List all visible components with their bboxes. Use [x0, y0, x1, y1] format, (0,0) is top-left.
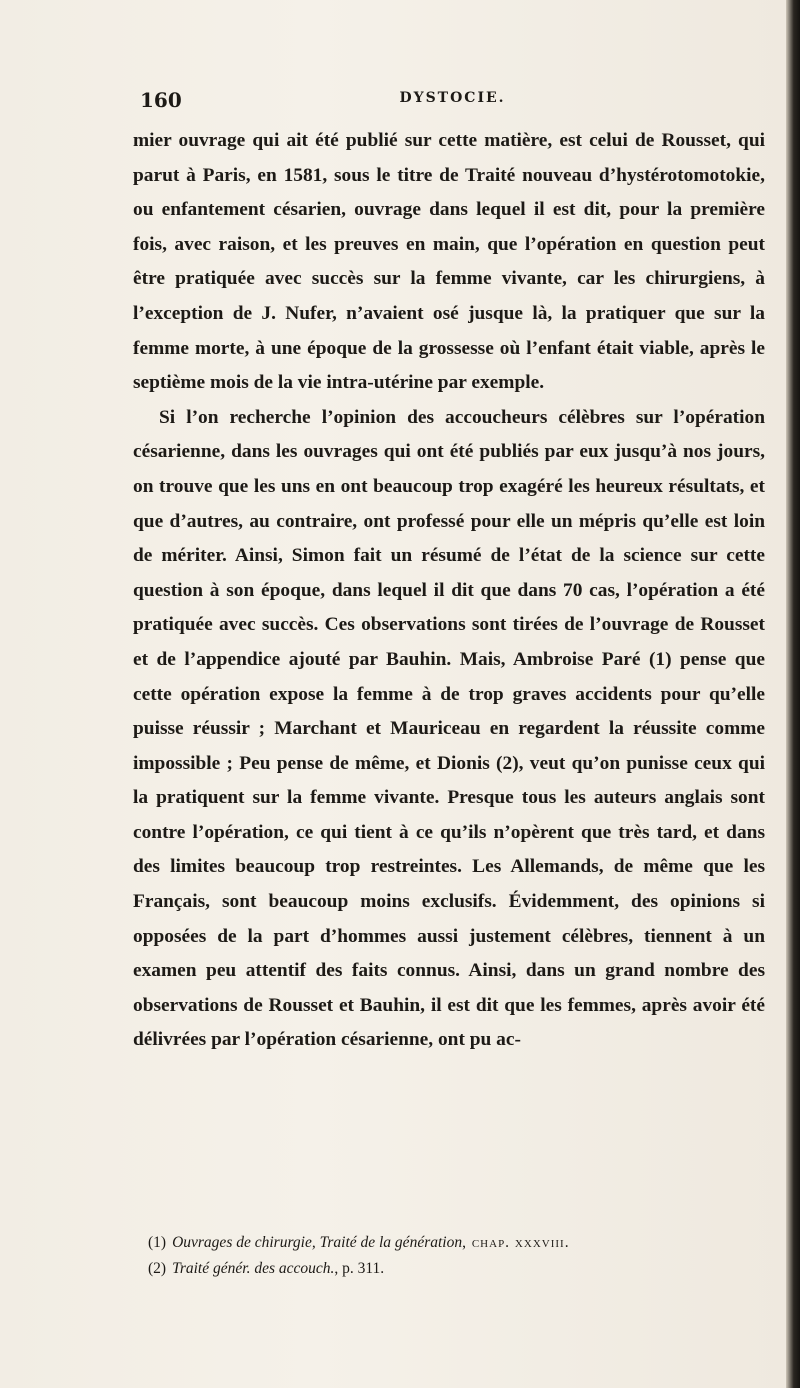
page-header [140, 88, 765, 116]
footnote-marker: (1) [148, 1234, 167, 1251]
footnote-reference: , p. 311. [334, 1260, 385, 1277]
paragraph-2: Si l’on recherche l’opinion des accoucheurs célèbres sur l’opération césarienne, dans les ouvrages qui ont été publiés par eux jusqu’à nos jours, on trouve que les uns en ont beaucoup trop exagéré les heureux résultats, et que d’autres, au contraire, ont professé pour elle un mépris qu’elle est loin de mériter. Ainsi, Simon fait un résumé de l’état de la science sur cette question à son époque, dans lequel il dit que dans 70 cas, l’opération a été pratiquée avec succès. Ces observations sont tirées de l’ouvrage de Rousset et de l’appendice ajouté par Bauhin. Mais, Ambroise Paré (1) pense que cette opération expose la femme à de trop graves accidents pour qu’elle puisse réussir ; Marchant et Mauriceau en regardent la réussite comme impossible ; Peu pense de même, et Dionis (2), veut qu’on punisse ceux qui la pratiquent sur la femme vivante. Presque tous les auteurs anglais sont contre l’opération, ce qui tient à ce qu’ils n’opèrent que très tard, et dans des limites beaucoup trop restreintes. Les Allemands, de même que les Français, sont beaucoup moins exclusifs. Évidemment, des opinions si opposées de la part d’hommes aussi justement célèbres, tiennent à un examen peu attentif des faits connus. Ainsi, dans un grand nombre des observations de Rousset et Bauhin, il est dit que les femmes, après avoir été délivrées par l’opération césarienne, ont pu ac- [133, 406, 765, 1051]
page-edge-shadow [786, 0, 800, 1388]
footnote-1 [148, 1230, 768, 1256]
footnotes [148, 1230, 768, 1282]
body-text [133, 124, 765, 1058]
footnote-2 [148, 1256, 768, 1282]
footnote-reference: , chap. xxxviii. [462, 1234, 570, 1251]
footnote-marker: (2) [148, 1260, 167, 1277]
running-title: DYSTOCIE. [399, 90, 506, 106]
footnote-title: Traité génér. des accouch. [172, 1260, 335, 1277]
page-number: 160 [140, 88, 182, 112]
footnote-title: Ouvrages de chirurgie, Traité de la génération [172, 1234, 463, 1251]
paragraph-1: mier ouvrage qui ait été publié sur cette matière, est celui de Rousset, qui parut à Paris, en 1581, sous le titre de Traité nouveau d’hystérotomotokie, ou enfantement césarien, ouvrage dans lequel il est dit, pour la première fois, avec raison, et les preuves en main, que l’opération en question peut être pratiquée avec succès sur la femme vivante, car les chirurgiens, à l’exception de J. Nufer, n’avaient osé jusque là, la pratiquer que sur la femme morte, à une époque de la grossesse où l’enfant était viable, après le septième mois de la vie intra-utérine par exemple. [133, 130, 765, 394]
